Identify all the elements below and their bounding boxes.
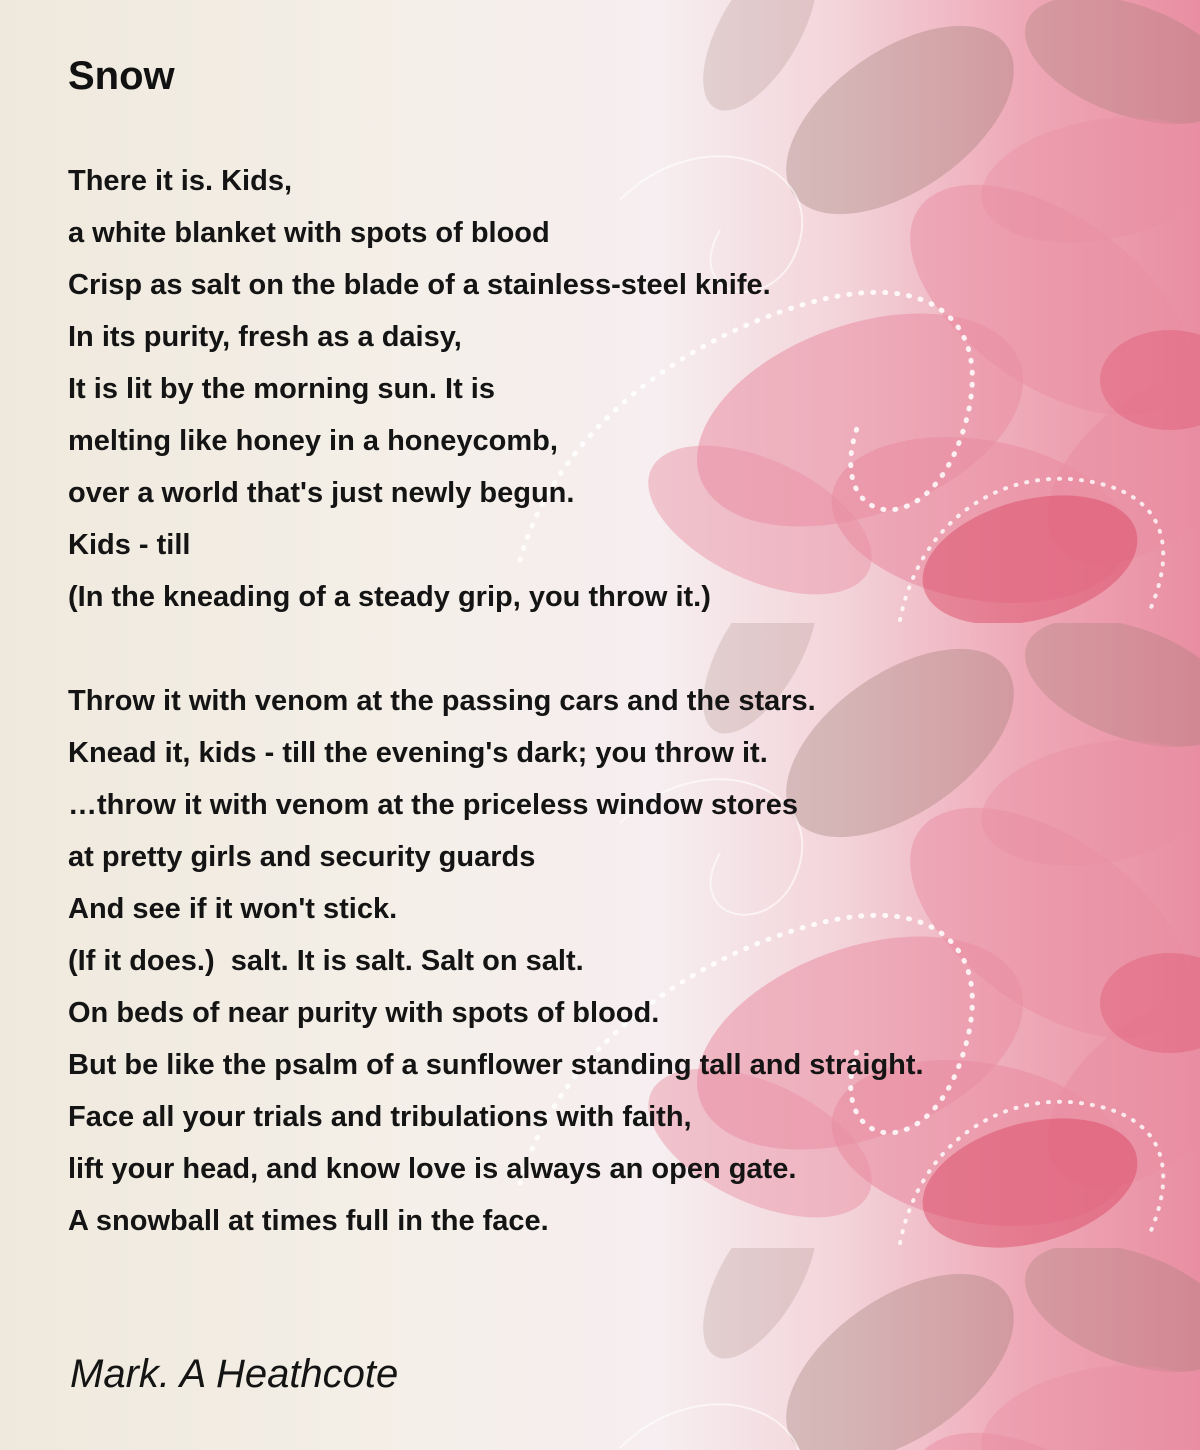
poem-line: Kids - till — [68, 529, 191, 561]
poem-line: Face all your trials and tribulations with faith, — [68, 1101, 692, 1133]
poem-line: Knead it, kids - till the evening's dark; you throw it. — [68, 737, 768, 769]
stanza — [68, 155, 771, 623]
poem-line: Crisp as salt on the blade of a stainless-steel knife. — [68, 269, 771, 301]
poem-line: melting like honey in a honeycomb, — [68, 425, 558, 457]
poem-line: over a world that's just newly begun. — [68, 477, 575, 509]
stanza — [68, 675, 924, 1247]
poem-line: In its purity, fresh as a daisy, — [68, 321, 462, 353]
poem-line: (If it does.) salt. It is salt. Salt on salt. — [68, 945, 584, 977]
poem-line: There it is. Kids, — [68, 165, 292, 197]
poem-line: On beds of near purity with spots of blood. — [68, 997, 660, 1029]
poem-author: Mark. A Heathcote — [70, 1352, 399, 1396]
poem-line: at pretty girls and security guards — [68, 841, 536, 873]
poem-line: a white blanket with spots of blood — [68, 217, 550, 249]
poem-line: (In the kneading of a steady grip, you throw it.) — [68, 581, 711, 613]
poem-line: lift your head, and know love is always an open gate. — [68, 1153, 797, 1185]
poem-title: Snow — [68, 54, 175, 98]
poem-line: Throw it with venom at the passing cars and the stars. — [68, 685, 816, 717]
poem-line: A snowball at times full in the face. — [68, 1205, 549, 1237]
poem-line: …throw it with venom at the priceless window stores — [68, 789, 798, 821]
poem-line: It is lit by the morning sun. It is — [68, 373, 495, 405]
poem-line: But be like the psalm of a sunflower standing tall and straight. — [68, 1049, 924, 1081]
poem-line: And see if it won't stick. — [68, 893, 398, 925]
